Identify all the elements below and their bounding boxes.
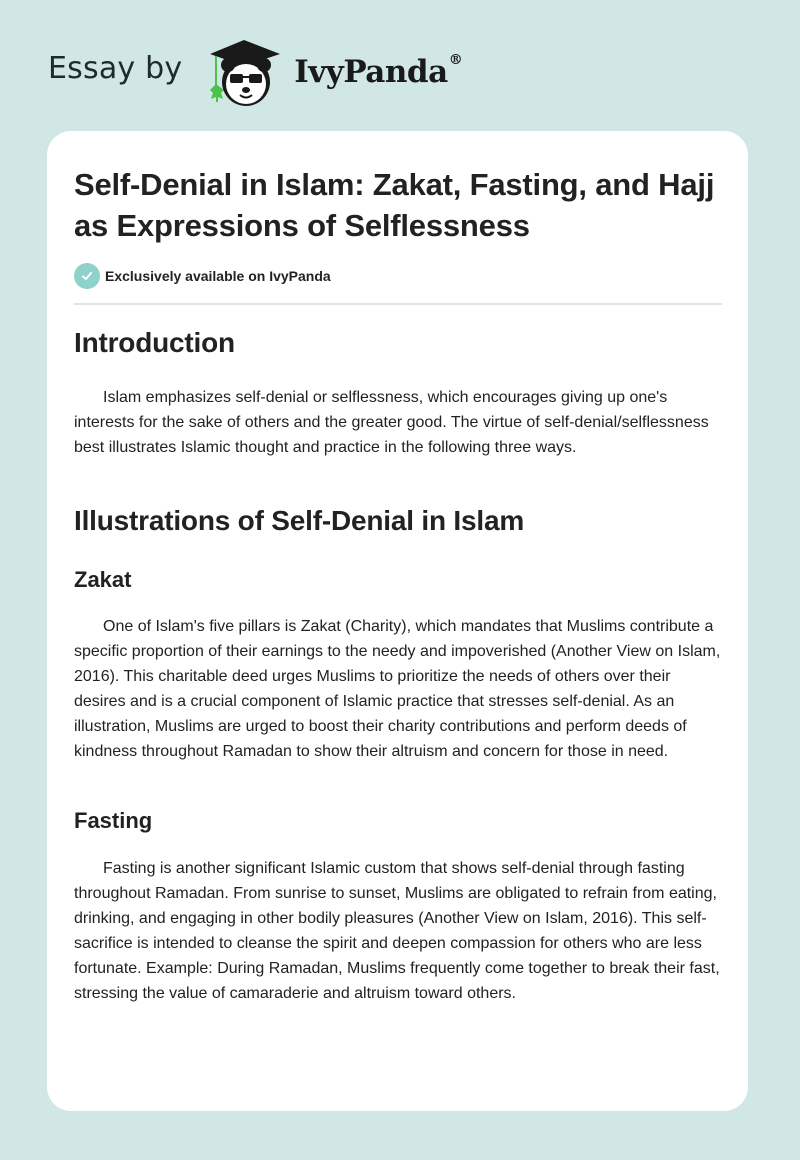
exclusive-badge [74, 263, 331, 289]
paragraph-fasting: Fasting is another significant Islamic custom that shows self-denial through fasting throughout Ramadan. From sunrise to sunset, Muslims are obligated to refrain from eating, drinking, and engaging in other bodily pleasures (Another View on Islam, 2016). This self-sacrifice is intended to cleanse the spirit and deepen compassion for others who are less fortunate. Example: During Ramadan, Muslims frequently come together to break their fast, stressing the value of camaraderie and altruism toward others. [74, 860, 720, 1002]
essay-by-label: Essay by [48, 50, 183, 86]
paragraph-introduction: Islam emphasizes self-denial or selflessness, which encourages giving up one's interests for the sake of others and the greater good. The virtue of self-denial/selflessness best illustrates Islamic thought and practice in the following three ways. [74, 389, 709, 456]
heading-introduction: Introduction [74, 327, 235, 358]
heading-fasting: Fasting [74, 808, 153, 833]
heading-zakat: Zakat [74, 567, 132, 592]
heading-illustrations: Illustrations of Self-Denial in Islam [74, 505, 525, 536]
panda-graduate-icon[interactable] [200, 32, 288, 112]
site-header [48, 32, 462, 112]
essay-card [47, 131, 748, 1111]
paragraph-zakat: One of Islam's five pillars is Zakat (Charity), which mandates that Muslims contribute a specific proportion of their earnings to the needy and impoverished (Another View on Islam, 2016). This charitable deed urges Muslims to prioritize the needs of others over their desires and is a crucial component of Islamic practice that stresses self-denial. As an illustration, Muslims are urged to boost their charity contributions and perform deeds of kindness throughout Ramadan to show their altruism and concern for those in need. [74, 618, 721, 760]
exclusive-text: Exclusively available on IvyPanda [105, 268, 331, 284]
brand-name[interactable]: IvyPanda® [294, 52, 463, 90]
divider [74, 303, 722, 305]
check-circle-icon [74, 263, 100, 289]
essay-title: Self-Denial in Islam: Zakat, Fasting, and Hajj as Expressions of Selflessness [74, 167, 715, 243]
